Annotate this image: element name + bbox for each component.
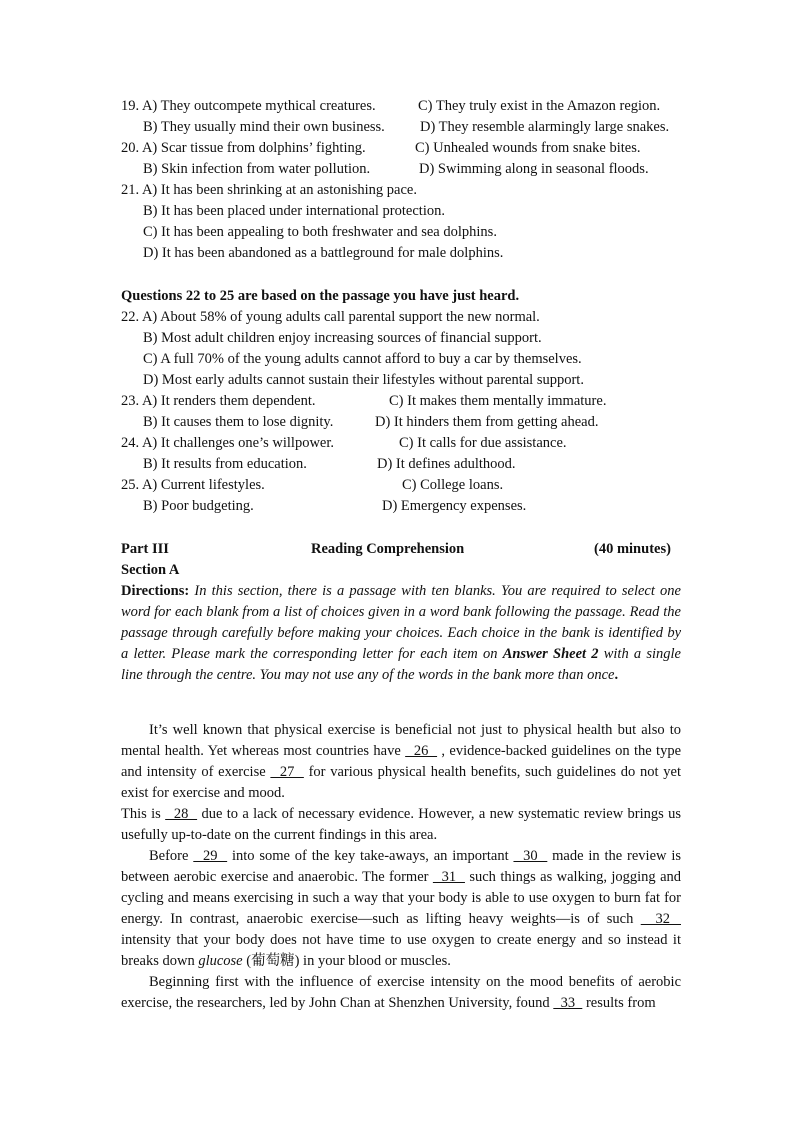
blank-32[interactable]: 32 <box>640 911 681 927</box>
q24-option-c: C) It calls for due assistance. <box>399 435 567 451</box>
question-22-option-d: D) Most early adults cannot sustain their lifestyles without parental support. <box>143 372 584 388</box>
p3-text-2: into some of the key take-aways, an important <box>227 848 514 864</box>
question-25-row-1 <box>121 475 681 496</box>
q24-option-b: B) It results from education. <box>143 456 307 472</box>
question-22-option-c: C) A full 70% of the young adults cannot afford to buy a car by themselves. <box>143 351 582 367</box>
reading-passage <box>121 720 681 1014</box>
question-19-row-1 <box>121 96 681 117</box>
exam-page <box>121 96 681 1014</box>
q25-option-d: D) Emergency expenses. <box>382 498 527 514</box>
q20-option-a: 20. A) Scar tissue from dolphins’ fighting. <box>121 140 366 156</box>
p4-text-2: results from <box>582 995 656 1011</box>
blank-27[interactable]: 27 <box>270 764 304 780</box>
section-a-heading: Section A <box>121 562 180 578</box>
question-21-option-c: C) It has been appealing to both freshwater and sea dolphins. <box>143 224 497 240</box>
question-22-option-a: 22. A) About 58% of young adults call parental support the new normal. <box>121 309 540 325</box>
directions-text-2: with a single line through the centre. You may not use any of the words in the bank more than once <box>121 646 681 683</box>
directions-text-1: In this section, there is a passage with ten blanks. You are required to select one word for each blank from a list of choices given in a word bank following the passage. Read the passage through carefully before making your choices. Each choice in the bank is identified by a letter. Please mark the corresponding letter for each item on <box>121 583 681 662</box>
question-23-row-2 <box>121 412 681 433</box>
p3-text-5: intensity that your body does not have time to use oxygen to create energy and so instead it breaks down <box>121 932 681 969</box>
directions-end: . <box>614 667 619 683</box>
passage-paragraph-4 <box>121 972 681 1014</box>
p2-text-2: due to a lack of necessary evidence. However, a new systematic review brings us usefully up-to-date on the current findings in this area. <box>121 806 682 843</box>
answer-sheet-label: Answer Sheet 2 <box>502 646 599 662</box>
question-24-row-2 <box>121 454 681 475</box>
q24-option-d: D) It defines adulthood. <box>377 456 516 472</box>
part-title: Reading Comprehension <box>311 541 465 557</box>
glucose-term: glucose <box>198 953 243 969</box>
part-label: Part III <box>121 541 169 557</box>
blank-31[interactable]: 31 <box>432 869 465 885</box>
q20-option-d: D) Swimming along in seasonal floods. <box>419 161 649 177</box>
question-23-row-1 <box>121 391 681 412</box>
part-time: (40 minutes) <box>594 541 671 557</box>
p1-text-3: for various physical health benefits, such guidelines do not yet exist for exercise and mood. <box>121 764 682 801</box>
question-24-row-1 <box>121 433 681 454</box>
q23-option-c: C) It makes them mentally immature. <box>389 393 607 409</box>
question-21-option-b: B) It has been placed under international protection. <box>143 203 445 219</box>
question-20-row-2 <box>121 159 681 180</box>
blank-29[interactable]: 29 <box>193 848 228 864</box>
q19-option-a: 19. A) They outcompete mythical creatures. <box>121 98 376 114</box>
q19-option-c: C) They truly exist in the Amazon region. <box>418 98 661 114</box>
part-heading <box>121 539 681 560</box>
q24-option-a: 24. A) It challenges one’s willpower. <box>121 435 335 451</box>
p3-text-3: made in the review is between aerobic exercise and anaerobic. The former <box>121 848 682 885</box>
p1-text-1: It’s well known that physical exercise is beneficial not just to physical health but also to mental health. Yet whereas most countries have <box>121 722 681 759</box>
p4-text-1: Beginning first with the influence of exercise intensity on the mood benefits of aerobic exercise, the researchers, led by John Chan at Shenzhen University, found <box>121 974 681 1011</box>
directions-paragraph <box>121 581 681 686</box>
q19-option-d: D) They resemble alarmingly large snakes. <box>420 119 670 135</box>
question-25-row-2 <box>121 496 681 517</box>
q20-option-c: C) Unhealed wounds from snake bites. <box>415 140 641 156</box>
passage-paragraph-1 <box>121 720 681 804</box>
q23-option-d: D) It hinders them from getting ahead. <box>375 414 599 430</box>
p2-text-1: This is <box>121 806 166 822</box>
section-heading-22-25: Questions 22 to 25 are based on the passage you have just heard. <box>121 288 520 304</box>
question-21-option-a: 21. A) It has been shrinking at an astonishing pace. <box>121 182 417 198</box>
q25-option-a: 25. A) Current lifestyles. <box>121 477 265 493</box>
q25-option-b: B) Poor budgeting. <box>143 498 254 514</box>
blank-30[interactable]: 30 <box>513 848 548 864</box>
blank-33[interactable]: 33 <box>553 995 583 1011</box>
p3-text-6: in your blood or muscles. <box>299 953 451 969</box>
question-20-row-1 <box>121 138 681 159</box>
blank-26[interactable]: 26 <box>405 743 438 759</box>
q23-option-b: B) It causes them to lose dignity. <box>143 414 334 430</box>
q20-option-b: B) Skin infection from water pollution. <box>143 161 371 177</box>
q25-option-c: C) College loans. <box>402 477 504 493</box>
p3-text-1: Before <box>149 848 194 864</box>
question-22-option-b: B) Most adult children enjoy increasing sources of financial support. <box>143 330 542 346</box>
p3-text-4: such things as walking, jogging and cycling and means exercising in such a way that your body is able to use oxygen to burn fat for energy. In contrast, anaerobic exercise—such as lifting heavy weights—is of such <box>121 869 682 927</box>
question-19-row-2 <box>121 117 681 138</box>
glucose-gloss: (葡萄糖) <box>242 953 300 969</box>
blank-28[interactable]: 28 <box>165 806 198 822</box>
passage-paragraph-3 <box>121 846 681 972</box>
passage-paragraph-2 <box>121 804 681 846</box>
q23-option-a: 23. A) It renders them dependent. <box>121 393 316 409</box>
question-21-option-d: D) It has been abandoned as a battleground for male dolphins. <box>143 245 504 261</box>
directions-label: Directions: <box>121 583 190 599</box>
q19-option-b: B) They usually mind their own business. <box>143 119 385 135</box>
p1-text-2: , evidence-backed guidelines on the type and intensity of exercise <box>121 743 682 780</box>
